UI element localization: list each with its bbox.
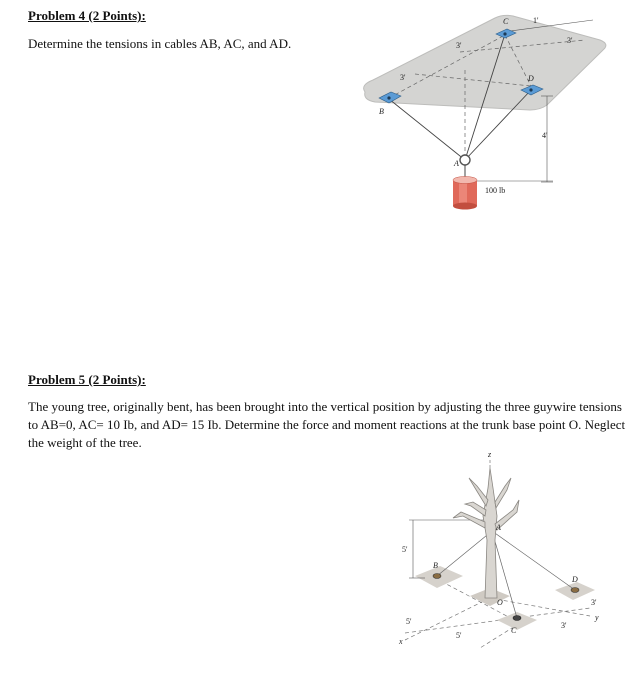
problem-5-figure — [385, 448, 615, 668]
dim-3ft-1: 3' — [400, 73, 406, 82]
problem-5-heading: Problem 5 (2 Points): — [28, 372, 146, 387]
label-a: A — [454, 159, 459, 168]
label-b: B — [379, 107, 384, 116]
problem-4-heading: Problem 4 (2 Points): — [28, 8, 146, 23]
anchor-b — [433, 574, 441, 579]
dim-3ft-3: 3' — [567, 36, 573, 45]
tree — [453, 468, 519, 598]
label-d: D — [572, 575, 578, 584]
ring-a — [460, 155, 470, 165]
label-c: C — [511, 626, 517, 635]
dim-1ft: 1' — [533, 16, 539, 25]
dim-y-3ft-1: 3' — [561, 621, 567, 630]
dim-4ft: 4' — [542, 131, 548, 140]
problem-5-text: The young tree, originally bent, has been brought into the vertical position by adjusting the three guywire tensions to AB=0, AC= 10 Ib, and AD= 15 Ib. Determine the force and moment reactions at the trunk base point O. Neglect the weight of the tree. — [28, 399, 626, 450]
dim-x-5ft-2: 5' — [456, 631, 462, 640]
dim-height-5ft: 5' — [402, 545, 408, 554]
dim-y-3ft-2: 3' — [591, 598, 597, 607]
patch-c — [497, 612, 537, 630]
weight-cylinder — [453, 177, 477, 210]
label-b: B — [433, 561, 438, 570]
label-a: A — [496, 523, 501, 532]
label-x: x — [399, 637, 403, 646]
label-d: D — [528, 74, 534, 83]
label-y: y — [595, 613, 599, 622]
problem-4-text: Determine the tensions in cables AB, AC, and AD. — [28, 36, 292, 51]
label-o: O — [497, 598, 503, 607]
dim-x-5ft-1: 5' — [406, 617, 412, 626]
anchor-c — [513, 616, 521, 621]
label-z: z — [488, 450, 492, 459]
weight-label: 100 lb — [485, 186, 506, 195]
anchor-d — [571, 588, 579, 593]
dim-3ft-2: 3' — [456, 41, 462, 50]
problem-4-figure — [355, 10, 615, 210]
label-c: C — [503, 17, 509, 26]
